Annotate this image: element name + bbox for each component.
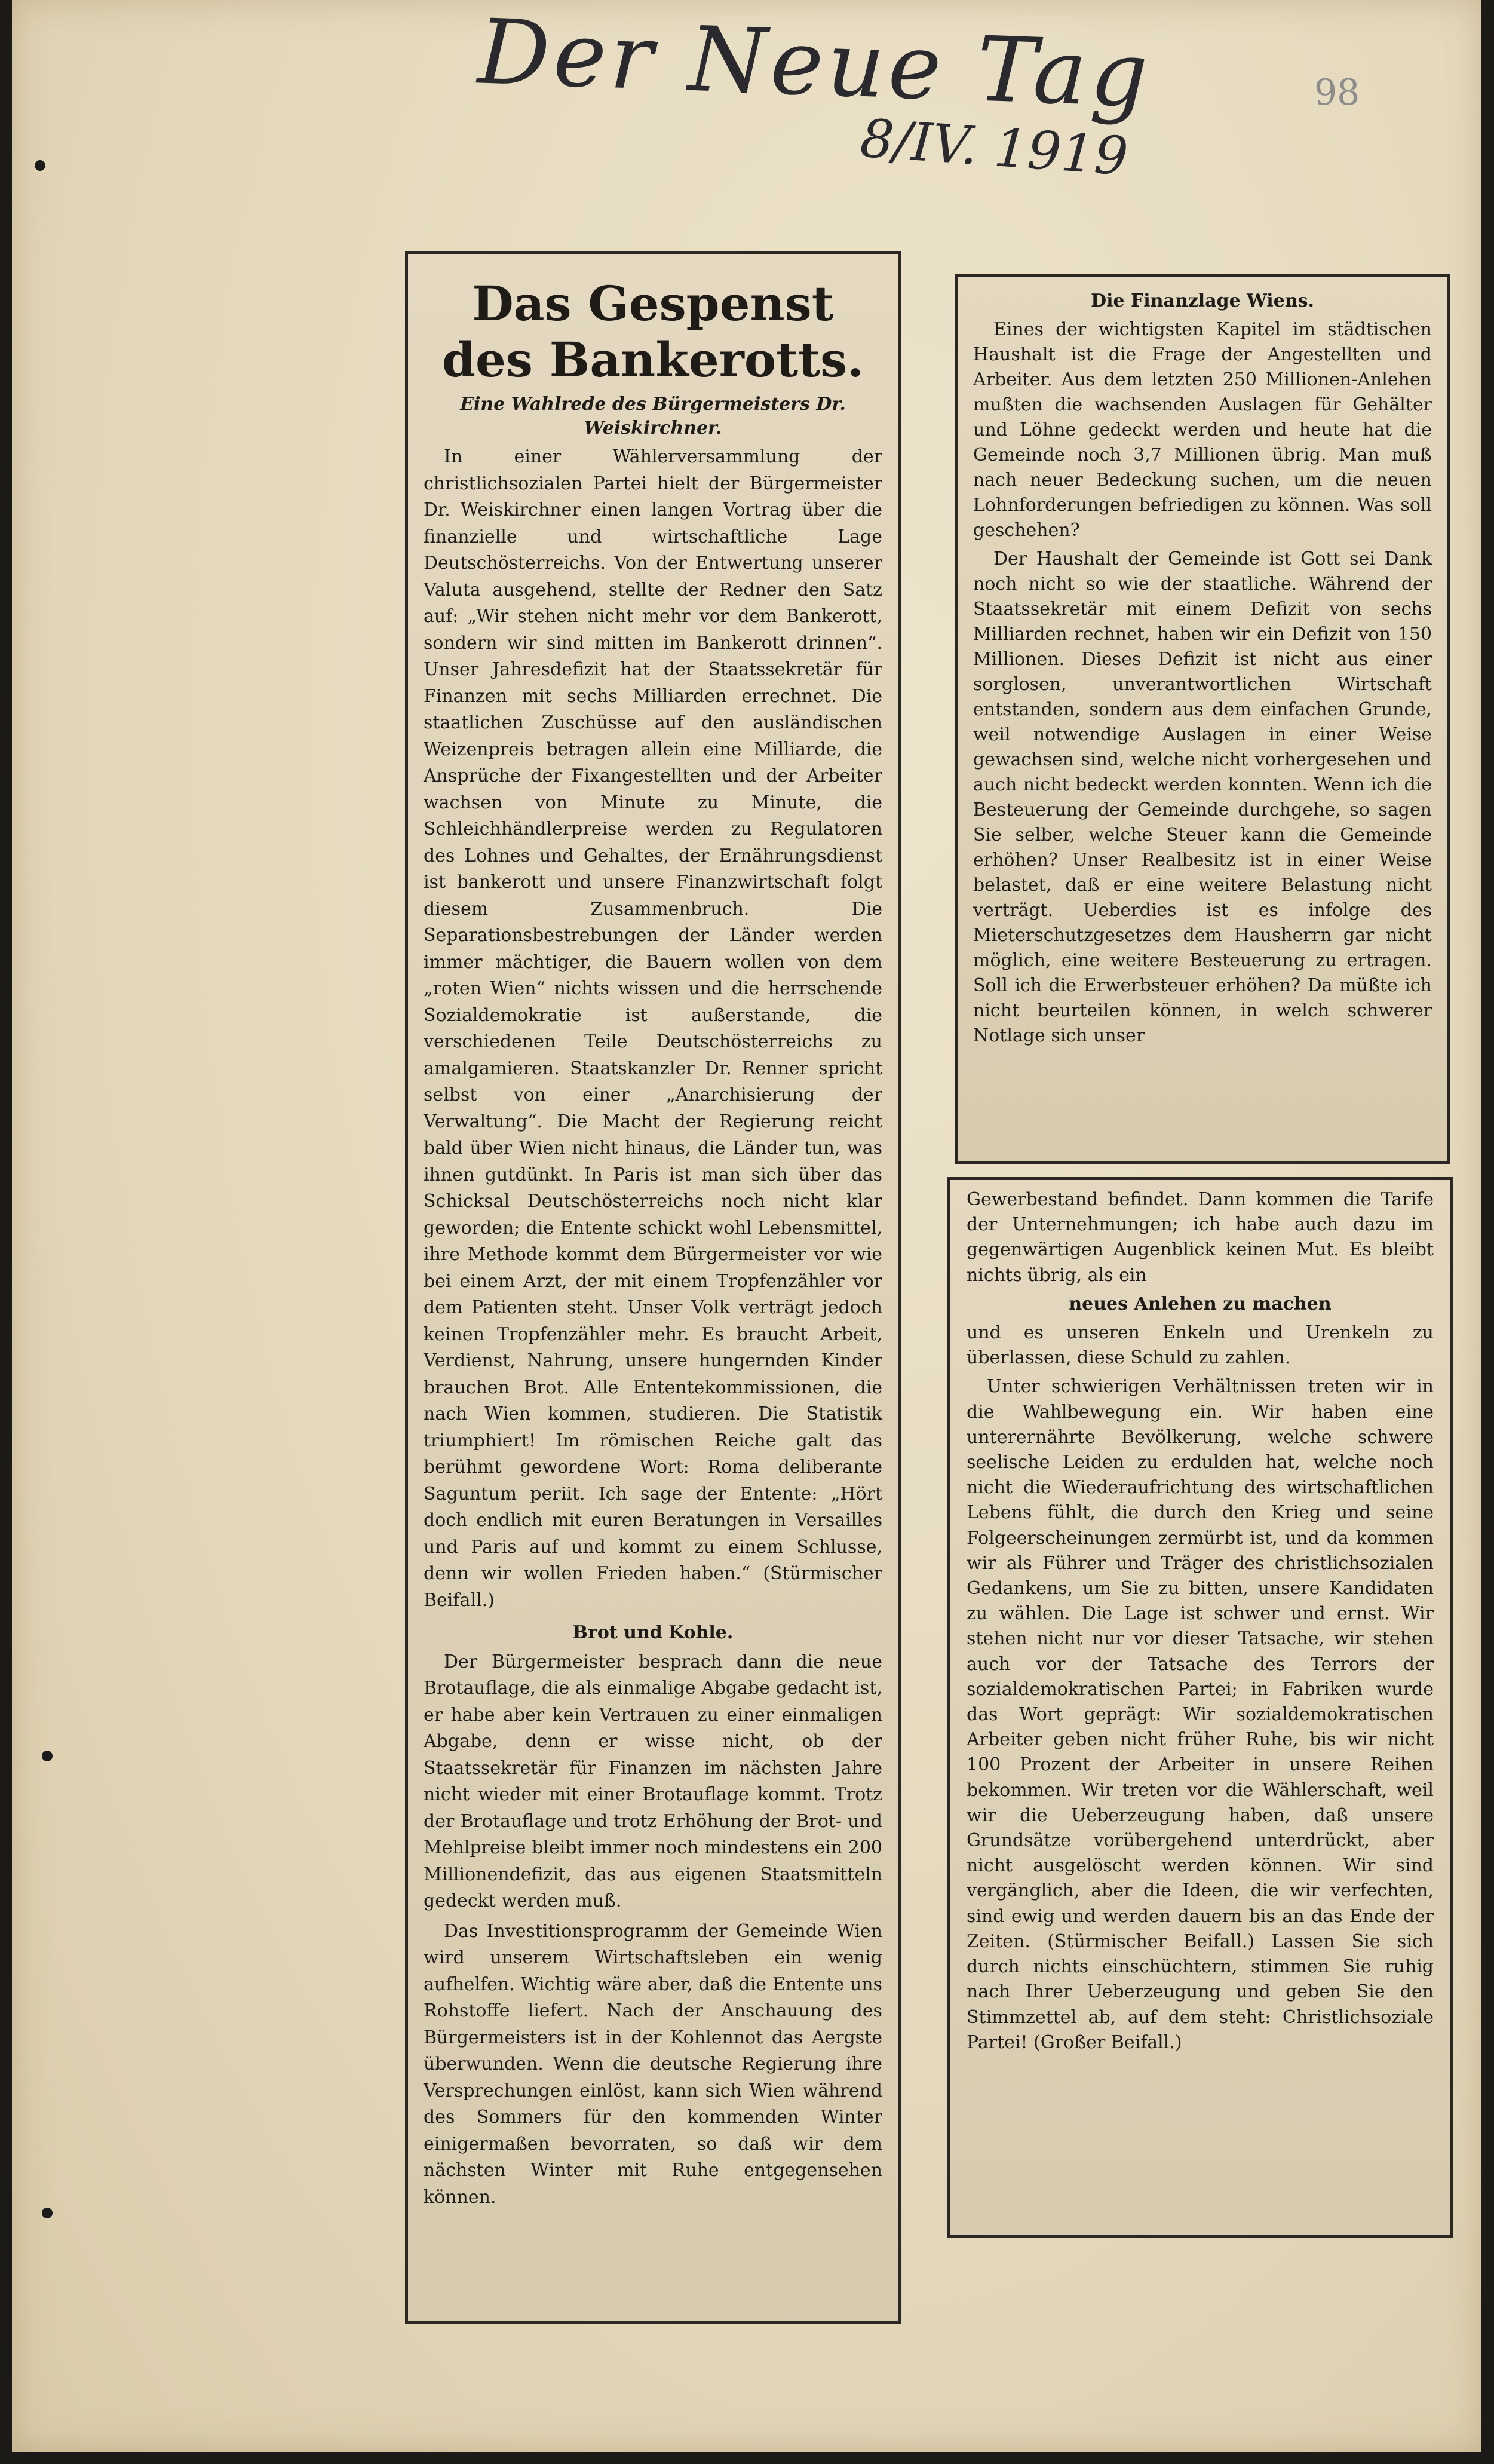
page-number: 98: [1314, 72, 1360, 114]
paragraph: Gewerbestand befindet. Dann kommen die Tarife der Unternehmungen; ich habe auch dazu im gegenwärtigen Augenblick keinen Mut. Es bleibt nichts übrig, als ein: [967, 1189, 1434, 1286]
section-heading-finanzlage: Die Finanzlage Wiens.: [1091, 290, 1314, 311]
paragraph: Der Haushalt der Gemeinde ist Gott sei Dank noch nicht so wie der staatliche. Während der Staatssekretär mit einem Defizit von sechs Milliarden rechnet, haben wir ein Defizit von 150 Millionen. Dieses Defizit ist nicht aus einer sorglosen, unverantwortlichen Wirtschaft entstanden, sondern aus dem einfachen Grunde, weil notwendige Auslagen in einer Weise gewachsen sind, welche nicht vorhergesehen und auch nicht bedeckt werden konnten. Wenn ich die Besteuerung der Gemeinde durchgehe, so sagen Sie selber, welche Steuer kann die Gemeinde erhöhen? Unser Realbesitz ist in einer Weise belastet, daß er eine weitere Belastung nicht verträgt. Ueberdies ist es infolge des Mieterschutzgesetzes dem Hausherrn gar nicht möglich, eine weitere Besteuerung zu ertragen. Soll ich die Erwerbsteuer erhöhen? Da müßte ich nicht beurteilen können, in welch schwerer Notlage sich unser: [973, 548, 1432, 1046]
paragraph: Das Investitionsprogramm der Gemeinde Wien wird unserem Wirtschaftsleben ein wenig aufhelfen. Wichtig wäre aber, daß die Entente uns Rohstoffe liefert. Nach der Anschauung des Bürgermeisters ist in der Kohlennot das Aergste überwunden. Wenn die deutsche Regierung ihre Versprechungen einlöst, kann sich Wien während des Sommers für den kommenden Winter einigermaßen bevorraten, so daß wir dem nächsten Winter mit Ruhe entgegensehen können.: [424, 1920, 882, 2208]
section-heading-anlehen: neues Anlehen zu machen: [1069, 1293, 1332, 1314]
paragraph: und es unseren Enkeln und Urenkeln zu überlassen, diese Schuld zu zahlen.: [967, 1322, 1434, 1369]
paragraph: In einer Wählerversammlung der christlichsozialen Partei hielt der Bürgermeister Dr. Weiskirchner einen langen Vortrag über die finanzielle und wirtschaftliche Lage Deutschösterreichs. Von der Entwertung unserer Valuta ausgehend, stellte der Redner den Satz auf: „Wir stehen nicht mehr vor dem Bankerott, sondern wir sind mitten im Bankerott drinnen“. Unser Jahresdefizit hat der Staatssekretär für Finanzen mit sechs Milliarden errechnet. Die staatlichen Zuschüsse auf den ausländischen Weizenpreis betragen allein eine Milliarde, die Ansprüche der Fixangestellten und der Arbeiter wachsen von Minute zu Minute, die Schleichhändlerpreise werden zu Regulatoren des Lohnes und Gehaltes, der Ernährungsdienst ist bankerott und unsere Finanzwirtschaft folgt diesem Zusammenbruch. Die Separationsbestrebungen der Länder werden immer mächtiger, die Bauern wollen von dem „roten Wien“ nichts wissen und die herrschende Sozialdemokratie ist außerstande, die verschiedenen Teile Deutschösterreichs zu amalgamieren. Staatskanzler Dr. Renner spricht selbst von einer „Anarchisierung der Verwaltung“. Die Macht der Regierung reicht bald über Wien nicht hinaus, die Länder tun, was ihnen gutdünkt. In Paris ist man sich über das Schicksal Deutschösterreichs noch nicht klar geworden; die Entente schickt wohl Lebensmittel, ihre Methode kommt dem Bürgermeister vor wie bei einem Arzt, der mit einem Tropfenzähler vor dem Patienten steht. Unser Volk verträgt jedoch keinen Tropfenzähler mehr. Es braucht Arbeit, Verdienst, Nahrung, unsere hungernden Kinder brauchen Brot. Alle Ententekommissionen, die nach Wien kommen, studieren. Die Statistik triumphiert! Im römischen Reiche galt das berühmt gewordene Wort: Roma deliberante Saguntum periit. Ich sage der Entente: „Hört doch endlich mit euren Beratungen in Versailles und Paris auf und kommt zu einem Schlusse, denn wir wollen Frieden haben.“ (Stürmischer Beifall.): [424, 446, 882, 1611]
paragraph: Unter schwierigen Verhältnissen treten wir in die Wahlbewegung ein. Wir haben eine unterernährte Bevölkerung, welche schwere seelische Leiden zu erdulden hat, welche noch nicht die Wiederaufrichtung des wirtschaftlichen Lebens fühlt, die durch den Krieg und seine Folgeerscheinungen zermürbt ist, und da kommen wir als Führer und Träger des christlichsozialen Gedankens, um Sie zu bitten, unsere Kandidaten zu wählen. Die Lage ist schwer und ernst. Wir stehen nicht nur vor dieser Tatsache, wir stehen auch vor der Tatsache des Terrors der sozialdemokratischen Partei; in Fabriken wurde das Wort geprägt: Wir sozialdemokratischen Arbeiter geben nicht früher Ruhe, bis wir nicht 100 Prozent der Arbeiter in unsere Reihen bekommen. Wir treten vor die Wählerschaft, weil wir die Ueberzeugung haben, daß unsere Grundsätze vorübergehend unterdrückt, aber nicht ausgelöscht werden können. Wir sind vergänglich, aber die Ideen, die wir verfechten, sind ewig und werden dauern bis an das Ende der Zeiten. (Stürmischer Beifall.) Lassen Sie sich durch nichts einschüchtern, stimmen Sie ruhig nach Ihrer Ueberzeugung und geben Sie den Stimmzettel ab, auf dem steht: Christlichsoziale Partei! (Großer Beifall.): [967, 1376, 1434, 2053]
archive-sheet: [12, 0, 1481, 2452]
punch-hole: [42, 1751, 53, 1761]
clipping-right-upper: [955, 274, 1450, 1164]
clipping-left-column: [405, 251, 901, 2324]
paragraph: Eines der wichtigsten Kapitel im städtischen Haushalt ist die Frage der Angestellten und Arbeiter. Aus dem letzten 250 Millionen-Anlehen mußten die wachsenden Auslagen für Gehälter und Löhne gedeckt werden und heute hat die Gemeinde noch 3,7 Millionen übrig. Man muß nach neuer Bedeckung suchen, um die neuen Lohnforderungen befriedigen zu können. Was soll geschehen?: [973, 319, 1432, 541]
article-headline: Das Gespenst des Bankerotts.: [442, 275, 864, 388]
punch-hole: [42, 2208, 53, 2218]
handwritten-date: 8/IV. 1919: [858, 107, 1130, 188]
paragraph: Der Bürgermeister besprach dann die neue Brotauflage, die als einmalige Abgabe gedacht ist, er habe aber kein Vertrauen zu einer einmaligen Abgabe, denn er wisse nicht, ob der Staatssekretär für Finanzen im nächsten Jahre nicht wieder mit einer Brotauflage kommt. Trotz der Brotauflage und trotz Erhöhung der Brot- und Mehlpreise bleibt immer noch mindestens ein 200 Millionendefizit, das aus eigenen Staatsmitteln gedeckt werden muß.: [424, 1651, 882, 1911]
article-subheadline: Eine Wahlrede des Bürgermeisters Dr. Weiskirchner.: [460, 394, 846, 439]
clipping-right-lower: [947, 1177, 1453, 2238]
punch-hole: [35, 160, 45, 171]
section-heading-brot: Brot und Kohle.: [572, 1622, 734, 1643]
handwritten-newspaper-name: Der Neue Tag: [476, 0, 1154, 128]
